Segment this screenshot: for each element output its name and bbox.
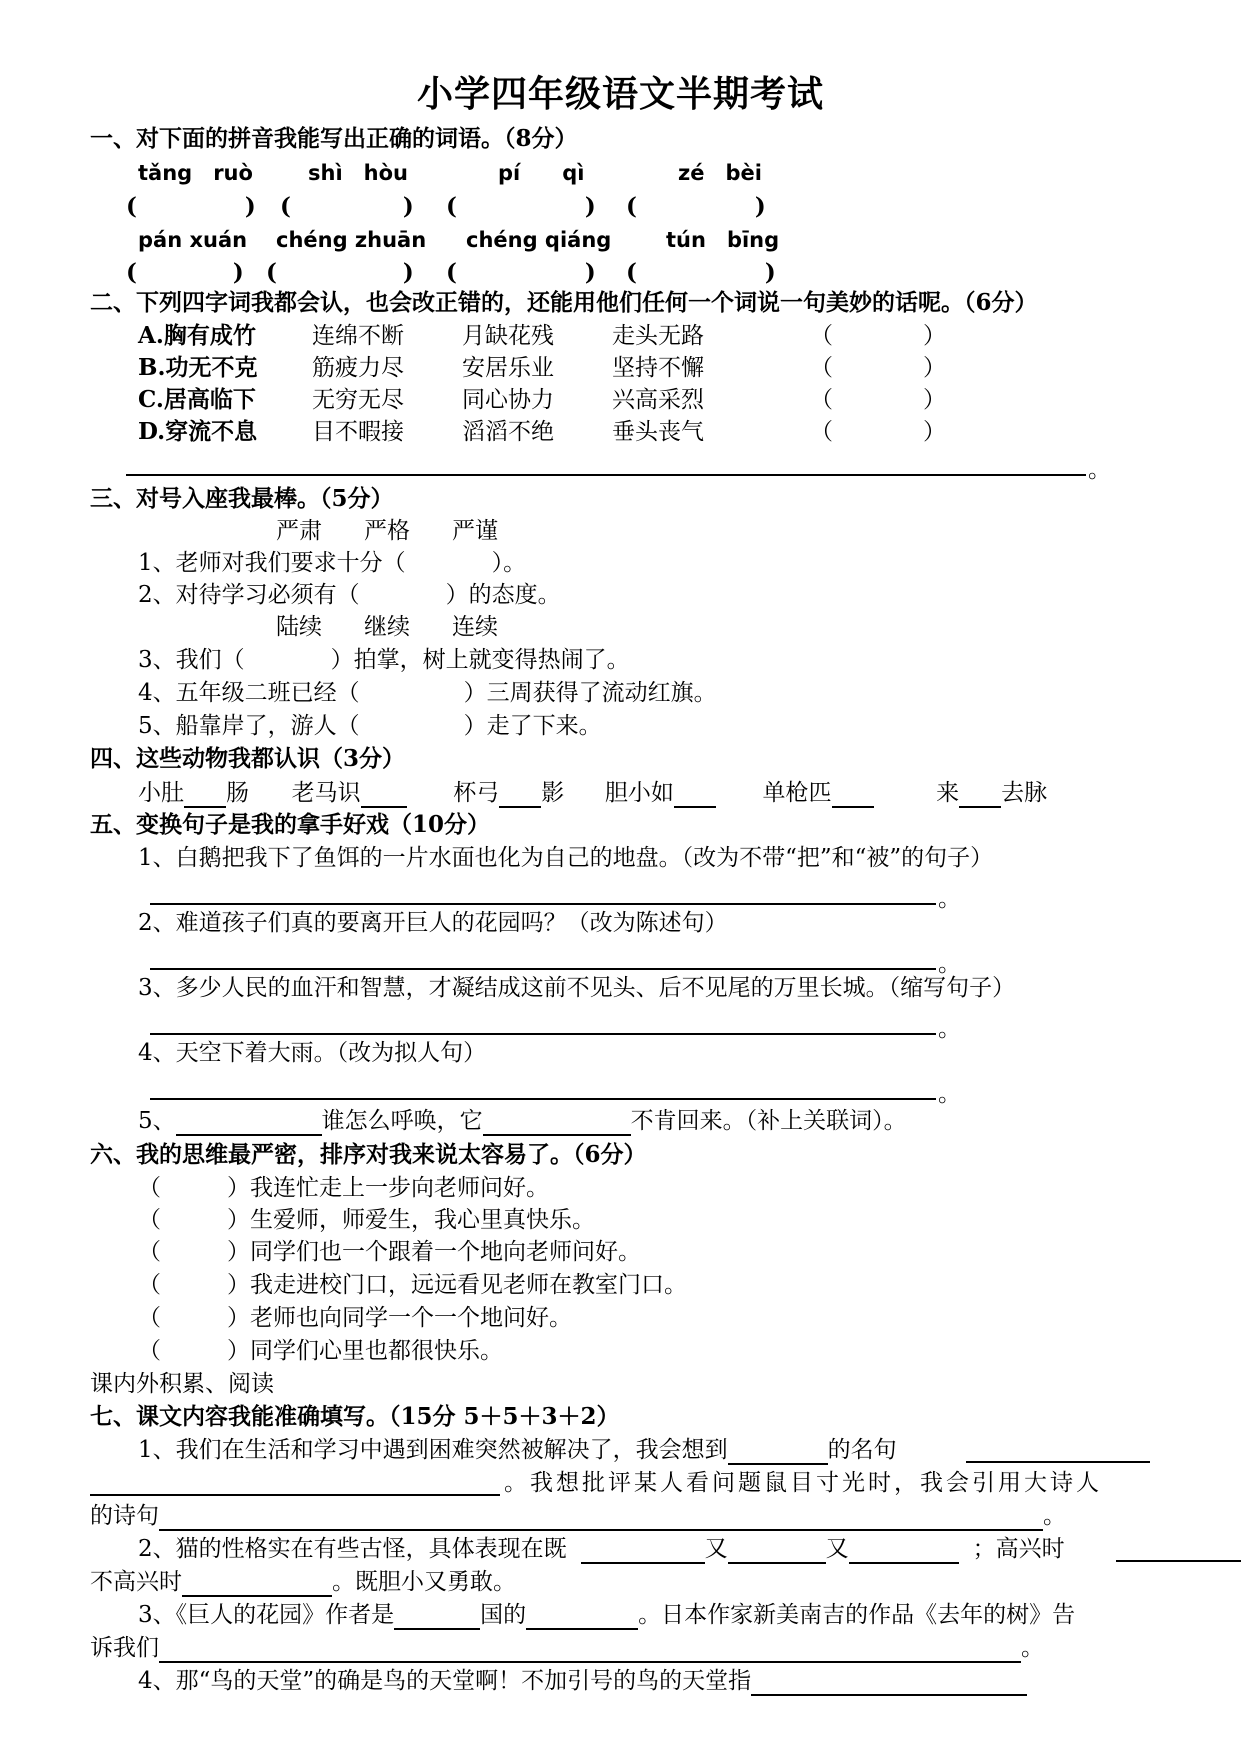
word-choice-2: 严格 — [364, 518, 410, 544]
animal-blank-1[interactable] — [184, 782, 226, 808]
idiom-a3: 月缺花残 — [462, 323, 554, 349]
word-choice-6: 连续 — [452, 614, 498, 640]
idiom-d4: 垂头丧气 — [612, 419, 704, 445]
fill-question-5: 5、船靠岸了，游人（ ）走了下来。 — [138, 713, 602, 739]
answer-paren-3[interactable]: ( ) — [446, 193, 596, 220]
idiom-b4: 坚持不懈 — [612, 355, 704, 381]
recall-question-4: 4、那“鸟的天堂”的确是鸟的天堂啊！不加引号的鸟的天堂指 — [138, 1666, 1027, 1696]
order-item-3: （ ）同学们也一个跟着一个地向老师问好。 — [138, 1239, 641, 1265]
section-2-heading: 二、下列四字词我都会认，也会改正错的，还能用他们任何一个词说一句美妙的话呢。（6分） — [90, 289, 1038, 316]
idiom-c4: 兴高采烈 — [612, 387, 704, 413]
rewrite-question-1: 1、白鹅把我下了鱼饵的一片水面也化为自己的地盘。（改为不带“把”和“被”的句子） — [138, 845, 994, 871]
word-choice-1: 严肃 — [276, 518, 322, 544]
pinyin-4: zé bèi — [678, 161, 762, 185]
idiom-c2: 无穷无尽 — [312, 387, 404, 413]
rewrite-question-3: 3、多少人民的血汗和智慧，才凝结成这前不见头、后不见尾的万里长城。（缩写句子） — [138, 975, 1016, 1001]
answer-paren-1[interactable]: ( ) — [126, 193, 256, 220]
animal-blank-2[interactable] — [361, 782, 407, 808]
answer-paren-7[interactable]: ( ) — [446, 259, 596, 286]
pinyin-7: chéng qiáng — [466, 228, 612, 252]
recall-question-2a: 2、猫的性格实在有些古怪，具体表现在既 又 又 ；高兴时 — [138, 1536, 1065, 1562]
fill-question-1: 1、老师对我们要求十分（ ）。 — [138, 550, 527, 576]
animal-idioms-row: 小肚 肠 老马识 杯弓 影 胆小如 单枪匹 来 去脉 — [138, 780, 1048, 806]
rewrite-end-1: 。 — [938, 886, 961, 912]
order-item-6: （ ）同学们心里也都很快乐。 — [138, 1338, 503, 1364]
recall-blank-11[interactable] — [526, 1604, 638, 1630]
recall-blank-6[interactable] — [728, 1538, 826, 1564]
pinyin-5: pán xuán — [138, 228, 248, 252]
rewrite-question-2: 2、难道孩子们真的要离开巨人的花园吗？（改为陈述句） — [138, 910, 728, 936]
recall-blank-8[interactable] — [1116, 1560, 1241, 1562]
sentence-answer-line[interactable] — [126, 474, 1086, 476]
correction-paren-b[interactable]: （ ） — [810, 355, 946, 381]
pinyin-2: shì hòu — [308, 161, 408, 185]
recall-question-1a: 1、我们在生活和学习中遇到困难突然被解决了，我会想到 的名句 — [138, 1437, 897, 1463]
pinyin-3: pí qì — [498, 161, 585, 185]
recall-question-3b: 诉我们 。 — [90, 1635, 1044, 1661]
rewrite-answer-3[interactable] — [150, 1033, 936, 1035]
pinyin-6: chéng zhuān — [276, 228, 427, 252]
recall-question-1b: 。我想批评某人看问题鼠目寸光时，我会引用大诗人 — [504, 1470, 1102, 1496]
recall-blank-12[interactable] — [159, 1637, 1021, 1663]
word-choice-5: 继续 — [364, 614, 410, 640]
correction-paren-a[interactable]: （ ） — [810, 323, 946, 349]
recall-question-1c: 的诗句 。 — [90, 1503, 1066, 1529]
section-7-heading: 七、课文内容我能准确填写。（15分 5＋5＋3＋2） — [90, 1403, 620, 1430]
section-4-heading: 四、这些动物我都认识（3分） — [90, 745, 406, 772]
idiom-a2: 连绵不断 — [312, 323, 404, 349]
recall-question-2b: 不高兴时 。既胆小又勇敢。 — [90, 1569, 516, 1595]
sentence-end-mark: 。 — [1088, 457, 1111, 483]
order-item-1: （ ）我连忙走上一步向老师问好。 — [138, 1175, 549, 1201]
answer-paren-8[interactable]: ( ) — [626, 259, 776, 286]
rewrite-end-2: 。 — [938, 951, 961, 977]
animal-blank-6[interactable] — [959, 782, 1001, 808]
order-item-2: （ ）生爱师，师爱生，我心里真快乐。 — [138, 1207, 595, 1233]
rewrite-answer-2[interactable] — [150, 968, 936, 970]
page-title: 小学四年级语文半期考试 — [416, 73, 824, 115]
recall-blank-10[interactable] — [394, 1604, 480, 1630]
idiom-c3: 同心协力 — [462, 387, 554, 413]
section-label: 课内外积累、阅读 — [90, 1371, 274, 1397]
answer-paren-2[interactable]: ( ) — [280, 193, 414, 220]
conjunction-blank-2[interactable] — [483, 1110, 631, 1136]
recall-blank-7[interactable] — [849, 1538, 959, 1564]
word-choice-4: 陆续 — [276, 614, 322, 640]
idiom-b1: B.功无不克 — [138, 354, 258, 381]
rewrite-answer-1[interactable] — [150, 903, 936, 905]
recall-blank-9[interactable] — [182, 1571, 332, 1597]
correction-paren-d[interactable]: （ ） — [810, 419, 946, 445]
conjunction-blank-1[interactable] — [176, 1110, 322, 1136]
idiom-b3: 安居乐业 — [462, 355, 554, 381]
rewrite-end-3: 。 — [938, 1016, 961, 1042]
answer-paren-4[interactable]: ( ) — [626, 193, 766, 220]
idiom-a4: 走头无路 — [612, 323, 704, 349]
recall-blank-4[interactable] — [159, 1505, 1043, 1531]
idiom-a1: A.胸有成竹 — [138, 322, 256, 349]
fill-question-2: 2、对待学习必须有（ ）的态度。 — [138, 582, 561, 608]
word-choice-3: 严谨 — [452, 518, 498, 544]
animal-blank-5[interactable] — [832, 782, 874, 808]
idiom-d2: 目不暇接 — [312, 419, 404, 445]
rewrite-question-4: 4、天空下着大雨。（改为拟人句） — [138, 1040, 487, 1066]
rewrite-question-5: 5、 谁怎么呼唤，它 不肯回来。（补上关联词）。 — [138, 1108, 907, 1134]
correction-paren-c[interactable]: （ ） — [810, 387, 946, 413]
recall-blank-1[interactable] — [728, 1439, 828, 1465]
section-6-heading: 六、我的思维最严密，排序对我来说太容易了。（6分） — [90, 1141, 647, 1168]
answer-paren-5[interactable]: ( ) — [126, 259, 244, 286]
fill-question-4: 4、五年级二班已经（ ）三周获得了流动红旗。 — [138, 680, 717, 706]
rewrite-end-4: 。 — [938, 1081, 961, 1107]
idiom-b2: 筋疲力尽 — [312, 355, 404, 381]
section-5-heading: 五、变换句子是我的拿手好戏（10分） — [90, 811, 491, 838]
order-item-4: （ ）我走进校门口，远远看见老师在教室门口。 — [138, 1272, 687, 1298]
answer-paren-6[interactable]: ( ) — [266, 259, 414, 286]
fill-question-3: 3、我们（ ）拍掌，树上就变得热闹了。 — [138, 647, 630, 673]
section-3-heading: 三、对号入座我最棒。（5分） — [90, 485, 394, 512]
recall-question-3a: 3、《巨人的花园》作者是 国的 。日本作家新美南吉的作品《去年的树》告 — [138, 1602, 1076, 1628]
recall-blank-3[interactable] — [90, 1494, 500, 1496]
animal-blank-4[interactable] — [674, 782, 716, 808]
recall-blank-2[interactable] — [966, 1461, 1150, 1463]
rewrite-answer-4[interactable] — [150, 1098, 936, 1100]
recall-blank-5[interactable] — [581, 1538, 705, 1564]
pinyin-1: tǎng ruò — [138, 161, 253, 185]
animal-blank-3[interactable] — [499, 782, 541, 808]
pinyin-8: tún bīng — [666, 228, 780, 252]
recall-blank-13[interactable] — [751, 1670, 1027, 1696]
idiom-d1: D.穿流不息 — [138, 418, 258, 445]
section-1-heading: 一、对下面的拼音我能写出正确的词语。（8分） — [90, 125, 578, 152]
order-item-5: （ ）老师也向同学一个一个地问好。 — [138, 1305, 572, 1331]
idiom-d3: 滔滔不绝 — [462, 419, 554, 445]
idiom-c1: C.居高临下 — [138, 386, 256, 413]
